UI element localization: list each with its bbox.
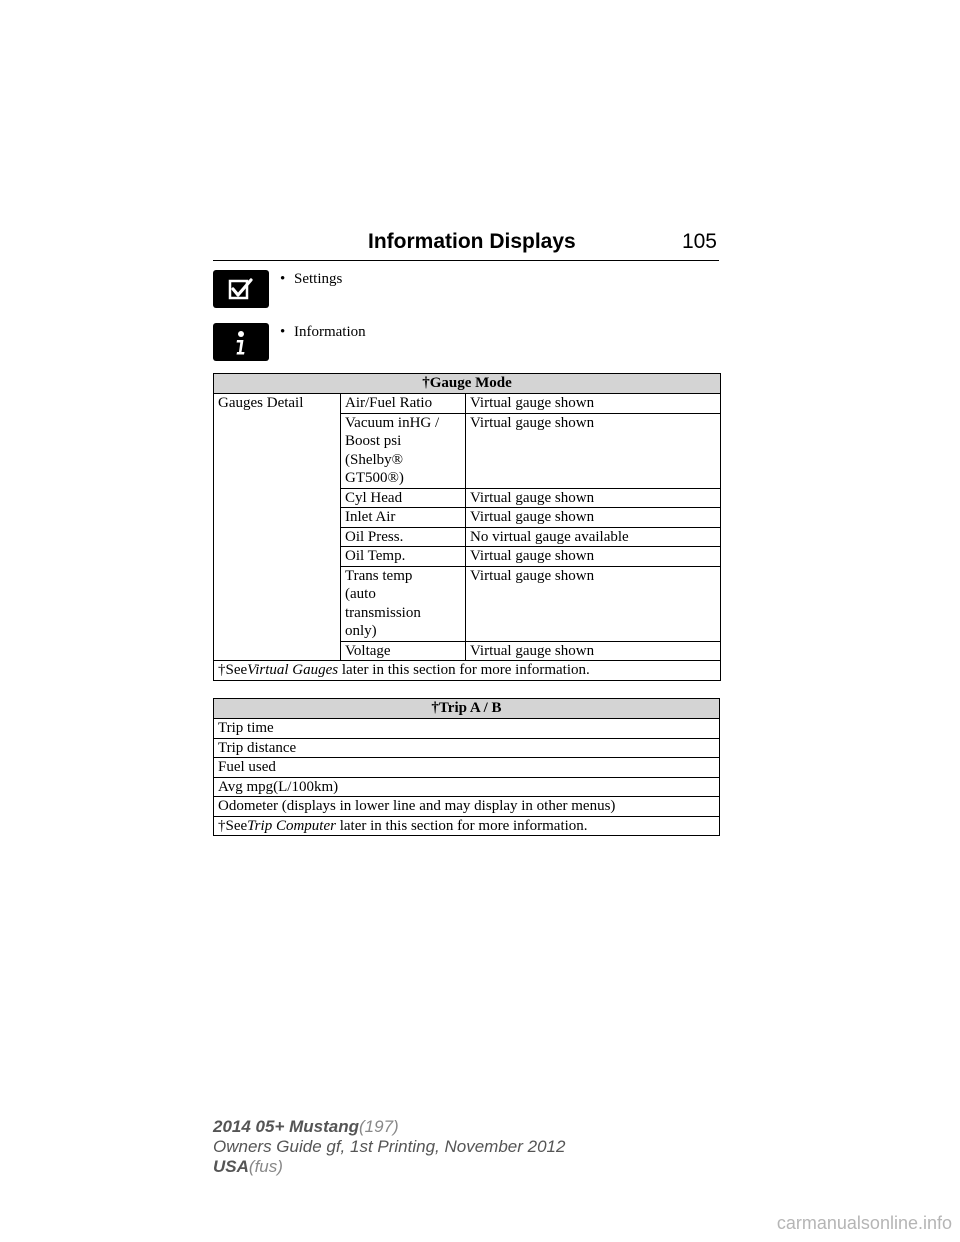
- trip-item: Odometer (displays in lower line and may display in other menus): [214, 797, 720, 817]
- footer-line-1: [213, 1117, 565, 1137]
- table-row: [214, 777, 720, 797]
- gauge-status: Virtual gauge shown: [466, 488, 721, 508]
- gauge-name: Inlet Air: [341, 508, 466, 528]
- footer-code: (197): [359, 1117, 399, 1136]
- table-row: [214, 413, 721, 488]
- checkmark-square-icon: [213, 270, 269, 308]
- table-row: [214, 547, 721, 567]
- gauge-status: No virtual gauge available: [466, 527, 721, 547]
- table-row: [214, 488, 721, 508]
- empty-cell: [214, 547, 341, 567]
- list-item-settings: [280, 271, 342, 288]
- gauge-name: Oil Press.: [341, 527, 466, 547]
- gauge-name-line: (auto: [345, 586, 376, 602]
- table-note-row: [214, 661, 721, 681]
- empty-cell: [214, 527, 341, 547]
- trip-item: Avg mpg(L/100km): [214, 777, 720, 797]
- gauge-name-line: only): [345, 623, 377, 639]
- bullet: •: [280, 324, 286, 340]
- gauge-name-line: GT500®): [345, 470, 404, 486]
- footer-line-2: Owners Guide gf, 1st Printing, November 2012: [213, 1137, 566, 1156]
- footer-line-3: [213, 1157, 565, 1177]
- table-row: [214, 719, 720, 739]
- trip-item: Fuel used: [214, 758, 720, 778]
- footer-market: USA: [213, 1157, 249, 1176]
- trip-item: Trip time: [214, 719, 720, 739]
- trip-table: [213, 698, 720, 836]
- table-row: [214, 758, 720, 778]
- table-note: [214, 816, 720, 836]
- note-prefix: †See: [218, 662, 248, 678]
- gauge-name: Air/Fuel Ratio: [341, 394, 466, 414]
- footer-model: 2014 05+ Mustang: [213, 1117, 359, 1136]
- gauge-status: Virtual gauge shown: [466, 641, 721, 661]
- gauge-status: Virtual gauge shown: [466, 394, 721, 414]
- gauge-mode-table: [213, 373, 721, 681]
- gauge-name-line: Trans temp: [345, 567, 413, 584]
- gauge-status: Virtual gauge shown: [466, 566, 721, 641]
- table-header-row: [214, 374, 721, 394]
- table-title: †Trip A / B: [214, 699, 720, 719]
- note-suffix: later in this section for more information.: [341, 662, 590, 678]
- note-prefix: †See: [218, 817, 248, 834]
- footer-market-code: (fus): [248, 1157, 283, 1176]
- table-title: †Gauge Mode: [214, 374, 721, 394]
- table-row: [214, 508, 721, 528]
- gauge-name: [341, 413, 466, 488]
- gauge-name: [341, 566, 466, 641]
- table-row: [214, 566, 721, 641]
- info-icon: [213, 323, 269, 361]
- gauge-name: Voltage: [341, 641, 466, 661]
- gauge-name: Oil Temp.: [341, 547, 466, 567]
- bullet: •: [280, 271, 286, 287]
- table-note-row: [214, 816, 720, 836]
- page-header: [213, 226, 719, 261]
- page-number: 105: [681, 230, 717, 253]
- document-footer: [213, 1117, 565, 1177]
- table-row: [214, 394, 721, 414]
- gauge-status: Virtual gauge shown: [466, 508, 721, 528]
- section-title: Information Displays: [368, 230, 576, 253]
- group-label: Gauges Detail: [214, 394, 341, 414]
- table-row: [214, 797, 720, 817]
- gauge-status: Virtual gauge shown: [466, 413, 721, 488]
- empty-cell: [214, 566, 341, 641]
- menu-label-information: Information: [294, 324, 366, 340]
- trip-item: Trip distance: [214, 738, 720, 758]
- list-item-information: [280, 324, 366, 341]
- empty-cell: [214, 641, 341, 661]
- note-suffix: later in this section for more information.: [339, 817, 588, 834]
- table-note: [214, 661, 721, 681]
- gauge-name: Cyl Head: [341, 488, 466, 508]
- watermark: carmanualsonline.info: [776, 1213, 952, 1233]
- gauge-name-line: transmission: [345, 604, 421, 621]
- gauge-name-line: (Shelby®: [345, 451, 404, 468]
- table-row: [214, 641, 721, 661]
- empty-cell: [214, 488, 341, 508]
- gauge-name-line: Vacuum inHG /: [345, 414, 440, 431]
- gauge-name-line: Boost psi: [345, 433, 402, 449]
- table-row: [214, 738, 720, 758]
- table-header-row: [214, 699, 720, 719]
- note-reference: Virtual Gauges: [247, 662, 339, 678]
- note-reference: Trip Computer: [247, 817, 336, 834]
- gauge-status: Virtual gauge shown: [466, 547, 721, 567]
- empty-cell: [214, 508, 341, 528]
- menu-label-settings: Settings: [294, 271, 343, 287]
- empty-cell: [214, 413, 341, 488]
- table-row: [214, 527, 721, 547]
